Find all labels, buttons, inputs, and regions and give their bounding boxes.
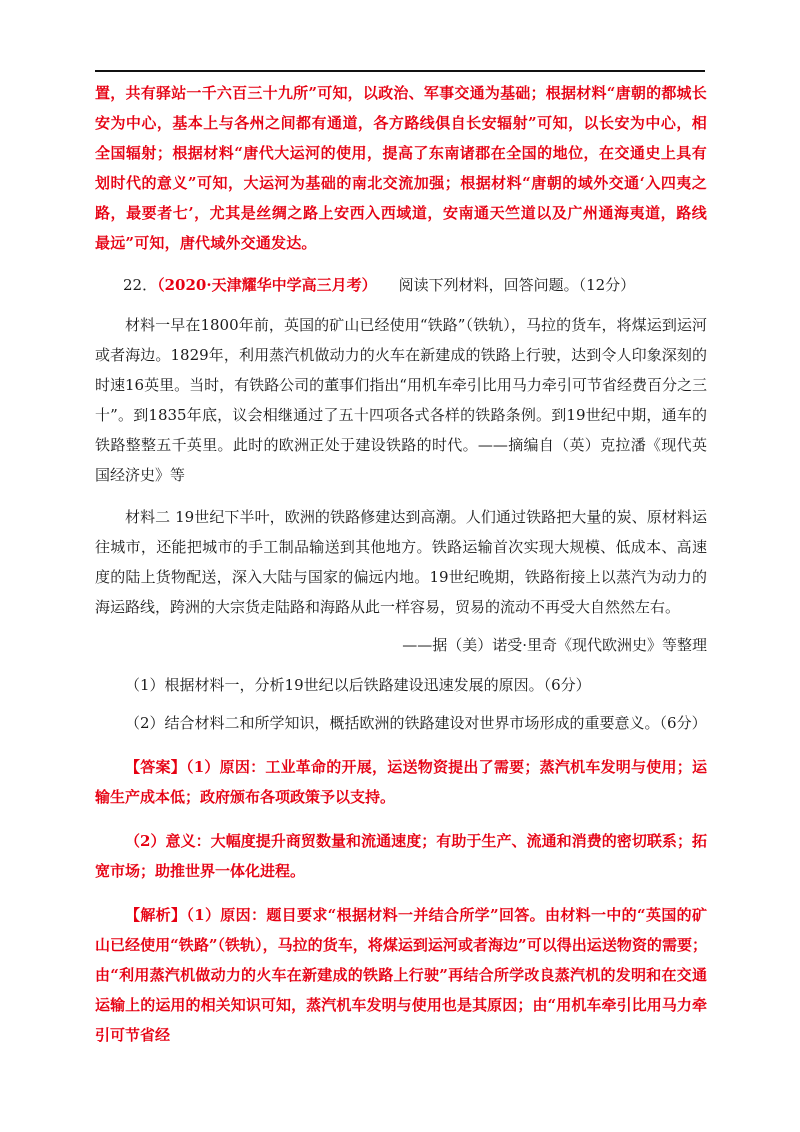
analysis: 【解析】（1）原因：题目要求“根据材料一并结合所学”回答。由材料一中的“英国的矿山已经使用“铁路”（铁轨），马拉的货车，将煤运到运河或者海边”可以得出运送物资的需要；由“利用蒸汽机做动力的火车在新建成的铁路上行驶”再结合所学改良蒸汽机的发明和在交通运输上的运用的相关知识可知，蒸汽机车发明与使用也是其原因；由“用机车牵引比用马力牵引可节省经 <box>95 906 707 1044</box>
answer-part-2: （2）意义：大幅度提升商贸数量和流通速度；有助于生产、流通和消费的密切联系；拓宽市场；助推世界一体化进程。 <box>95 832 707 880</box>
question-instruction: 阅读下列材料，回答问题。（12分） <box>398 276 636 294</box>
answer-part-1: 【答案】（1）原因：工业革命的开展，运送物资提出了需要；蒸汽机车发明与使用；运输生产成本低；政府颁布各项政策予以支持。 <box>95 758 707 806</box>
previous-analysis-continuation: 置，共有驿站一千六百三十九所”可知，以政治、军事交通为基础；根据材料“唐朝的都城长安为中心，基本上与各州之间都有通道，各方路线俱自长安辐射”可知，以长安为中心，相全国辐射；根据材料“唐代大运河的使用，提高了东南诸郡在全国的地位，在交通史上具有划时代的意义”可知，大运河为基础的南北交流加强；根据材料“唐朝的域外交通‘入四夷之路，最要者七’，尤其是丝绸之路上安西入西域道，安南通天竺道以及广州通海夷道，路线最远”可知，唐代域外交通发达。 <box>95 84 707 252</box>
question-source: （2020·天津耀华中学高三月考） <box>157 276 377 294</box>
material-two-citation: ——据（美）诺受·里奇《现代欧洲史》等整理 <box>402 636 707 654</box>
question-header <box>95 270 707 300</box>
material-two: 材料二 19世纪下半叶，欧洲的铁路修建达到高潮。人们通过铁路把大量的炭、原材料运往城市，还能把城市的手工制品输送到其他地方。铁路运输首次实现大规模、低成本、高速度的陆上货物配送，深入大陆与国家的偏远内地。19世纪晚期，铁路衔接上以蒸汽为动力的海运路线，跨洲的大宗货走陆路和海路从此一样容易，贸易的流动不再受大自然然左右。 <box>95 508 707 616</box>
material-one: 材料一早在1800年前，英国的矿山已经使用“铁路”（铁轨），马拉的货车，将煤运到运河或者海边。1829年，利用蒸汽机做动力的火车在新建成的铁路上行驶，达到令人印象深刻的时速16英里。当时，有铁路公司的董事们指出“用机车牵引比用马力牵引可节省经费百分之三十”。到1835年底，议会相继通过了五十四项各式各样的铁路条例。到19世纪中期，通车的铁路整整五千英里。此时的欧洲正处于建设铁路的时代。——摘编自（英）克拉潘《现代英国经济史》等 <box>95 316 707 484</box>
question-number: 22． <box>123 276 158 294</box>
sub-question-2: （2）结合材料二和所学知识，概括欧洲的铁路建设对世界市场形成的重要意义。（6分） <box>125 714 707 732</box>
sub-question-1: （1）根据材料一，分析19世纪以后铁路建设迅速发展的原因。（6分） <box>125 676 591 694</box>
page-content <box>95 78 707 1050</box>
header-rule <box>95 70 705 72</box>
